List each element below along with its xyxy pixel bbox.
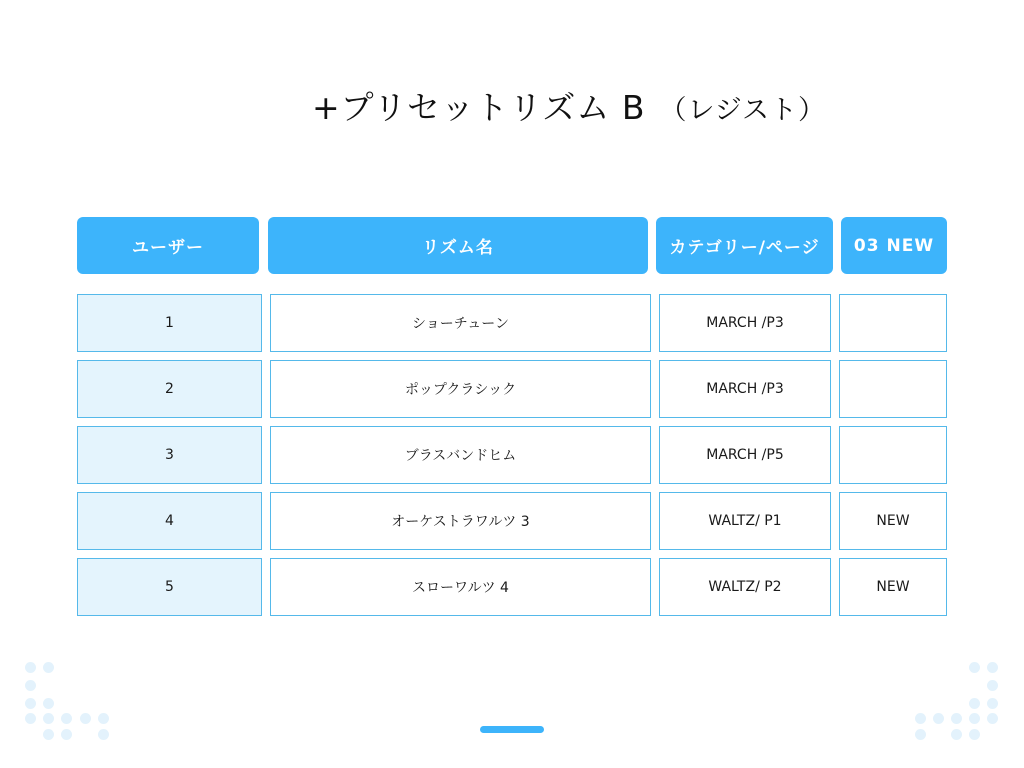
cell-user: 1 <box>77 294 262 352</box>
cell-category-page: WALTZ/ P1 <box>659 492 831 550</box>
cell-rhythm-name: ショーチューン <box>270 294 651 352</box>
cell-category-page: MARCH /P5 <box>659 426 831 484</box>
cell-user: 5 <box>77 558 262 616</box>
header-user[interactable]: ユーザー <box>77 217 259 274</box>
page-title-subtitle: （レジスト） <box>659 95 826 126</box>
cell-rhythm-name: スローワルツ 4 <box>270 558 651 616</box>
cell-user: 3 <box>77 426 262 484</box>
cell-rhythm-name: ブラスバンドヒム <box>270 426 651 484</box>
page-title <box>0 82 1024 129</box>
cell-new <box>839 294 947 352</box>
cell-rhythm-name: ポップクラシック <box>270 360 651 418</box>
home-indicator-bar[interactable] <box>480 726 544 733</box>
header-rhythm-name[interactable]: リズム名 <box>268 217 648 274</box>
cell-new: NEW <box>839 492 947 550</box>
cell-new: NEW <box>839 558 947 616</box>
cell-new <box>839 360 947 418</box>
cell-category-page: WALTZ/ P2 <box>659 558 831 616</box>
dot-grid-decoration-left <box>25 660 125 744</box>
cell-new <box>839 426 947 484</box>
header-new[interactable]: 03 NEW <box>841 217 947 274</box>
page-title-main: +プリセットリズム B <box>312 88 646 127</box>
dot-grid-decoration-right <box>915 660 1015 744</box>
cell-user: 4 <box>77 492 262 550</box>
header-category-page[interactable]: カテゴリー/ページ <box>656 217 833 274</box>
cell-user: 2 <box>77 360 262 418</box>
cell-rhythm-name: オーケストラワルツ 3 <box>270 492 651 550</box>
cell-category-page: MARCH /P3 <box>659 294 831 352</box>
cell-category-page: MARCH /P3 <box>659 360 831 418</box>
